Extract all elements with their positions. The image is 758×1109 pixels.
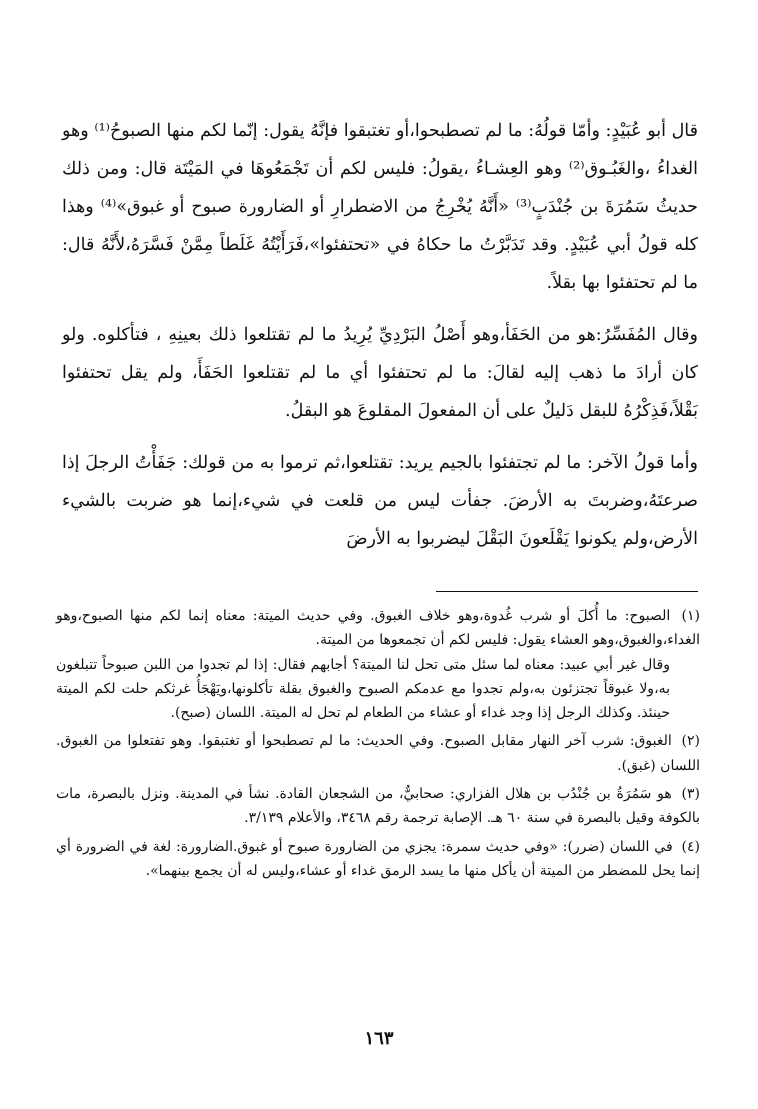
footnote-number: (١) bbox=[681, 608, 700, 624]
footnote-1 bbox=[56, 604, 700, 725]
page-number: ١٦٣ bbox=[364, 1028, 394, 1049]
footnote-number: (٤) bbox=[681, 838, 700, 855]
footnotes bbox=[56, 604, 700, 887]
main-paragraph-2: وقال المُفَسِّرُ:هو من الحَفَأ،وهو أَصْلُ البَرْدِيِّ يُرِيدُ ما لم تقتلعوا ذلك بعينِهِ ، فتأكلوه. ولو كان أرادَ ما ذهب إليه لقالَ: ما لم تحتفئوا أي ما لم تقتلعوا الحَفَأَ، ولم يقل تحتفئوا بَقْلاً،فَذِكْرُهُ للبقل دَليلٌ على أن المفعولَ المقلوعَ هو البقلُ. bbox=[62, 325, 698, 421]
footnote-number: (٢) bbox=[681, 733, 700, 750]
footnote-2 bbox=[56, 729, 700, 778]
footnote-text: في اللسان (ضرر): «وفي حديث سمرة: يجزي من الضارورة صبوح أو غبوق.الضارورة: لغة في الضرورة أي إنما يحل للمضطر من الميتة أن يأكل منها ما يسد الرمق غداء أو عشاء،وليس له أن يجمع بينهما». bbox=[56, 838, 700, 879]
footnote-text: وقال غير أبي عبيد: معناه لما سئل متى تحل لنا الميتة؟ أجابهم فقال: إذا لم تجدوا من اللبن صبوحاً تتبلغون به،ولا غبوقاً تجتزئون به،ولم تجدوا مع عدمكم الصبوح والغبوق بقلة تأكلونها،ويَهْجَأُ غرثكم حلت لكم الميتة حينئذ. وكذلك الرجل إذا وجد غداء أو عشاء من الطعام لم تحل له الميتة. اللسان (صبح). bbox=[56, 656, 670, 722]
footnote-text: الصبوح: ما أُكلَ أو شرب غُدوة،وهو خلاف الغبوق. وفي حديث الميتة: معناه إنما لكم منها الصبوح،وهو الغداء،والغبوق،وهو العشاء يقول: فليس لكم أن تجمعوها من الميتة. bbox=[56, 608, 700, 649]
main-paragraph-3: وأما قولُ الآخر: ما لم تجتفئوا بالجيم يريد: تقتلعوا،ثم ترموا به من قولك: جَفَأْتُ الرجلَ إذا صرعتَهُ،وضربتَ به الأرضَ. جفأت ليس من قلعت في شيء،إنما هو ضربت بالشيء الأرض،ولم يكونوا يَقْلَعونَ البَقْلَ ليضربوا به الأرضَ bbox=[62, 453, 698, 549]
footnote-text: الغبوق: شرب آخر النهار مقابل الصبوح. وفي الحديث: ما لم تصطبحوا أو تغتبقوا. وهو تفتعلوا من الغبوق. اللسان (غبق). bbox=[56, 733, 700, 774]
footnote-number: (٣) bbox=[681, 786, 701, 803]
footnote-4 bbox=[56, 835, 700, 884]
main-text bbox=[62, 112, 698, 572]
footnote-3 bbox=[56, 782, 700, 831]
main-paragraph-1: قال أبو عُبَيْدٍ: وأمّا قولُهُ: ما لم تصطبحوا،أو تغتبقوا فإنَّهُ يقول: إنّما لكم منها الصبوحُ⁽¹⁾ وهو الغداءُ ،والغَبُـوق⁽²⁾ وهو العِشـاءُ ،يقولُ: فليس لكم أن تَجْمَعُوهَا في المَيْتَة قال: ومن ذلك حديثُ سَمُرَةَ بن جُنْدَبٍ⁽³⁾ «أَنَّهُ يُخْرِجُ من الاضطرارِ أو الضارورة صبوح أو غبوق»⁽⁴⁾ وهذا كله قولُ أبي عُبَيْدٍ. وقد تَدَبَّرْتُ ما حكاهُ في «تحتفئوا»،فَرَأَيْتُهُ غَلَطاً مِمَّنْ فَسَّرَهُ،لأَنَّهُ قال: ما لم تحتفئوا بها بقلاً. bbox=[62, 121, 698, 293]
footnote-text: هو سَمُرَةُ بن جُنْدُب بن هلال الفزاري: صحابيٌّ، من الشجعان القادة. نشأ في المدينة. ونزل بالبصرة، مات بالكوفة وقيل بالبصرة في سنة ٦٠ هـ. الإصابة ترجمة رقم ٣٤٦٨، والأعلام ٣/١٣٩. bbox=[56, 786, 700, 827]
footnote-divider bbox=[436, 591, 698, 592]
